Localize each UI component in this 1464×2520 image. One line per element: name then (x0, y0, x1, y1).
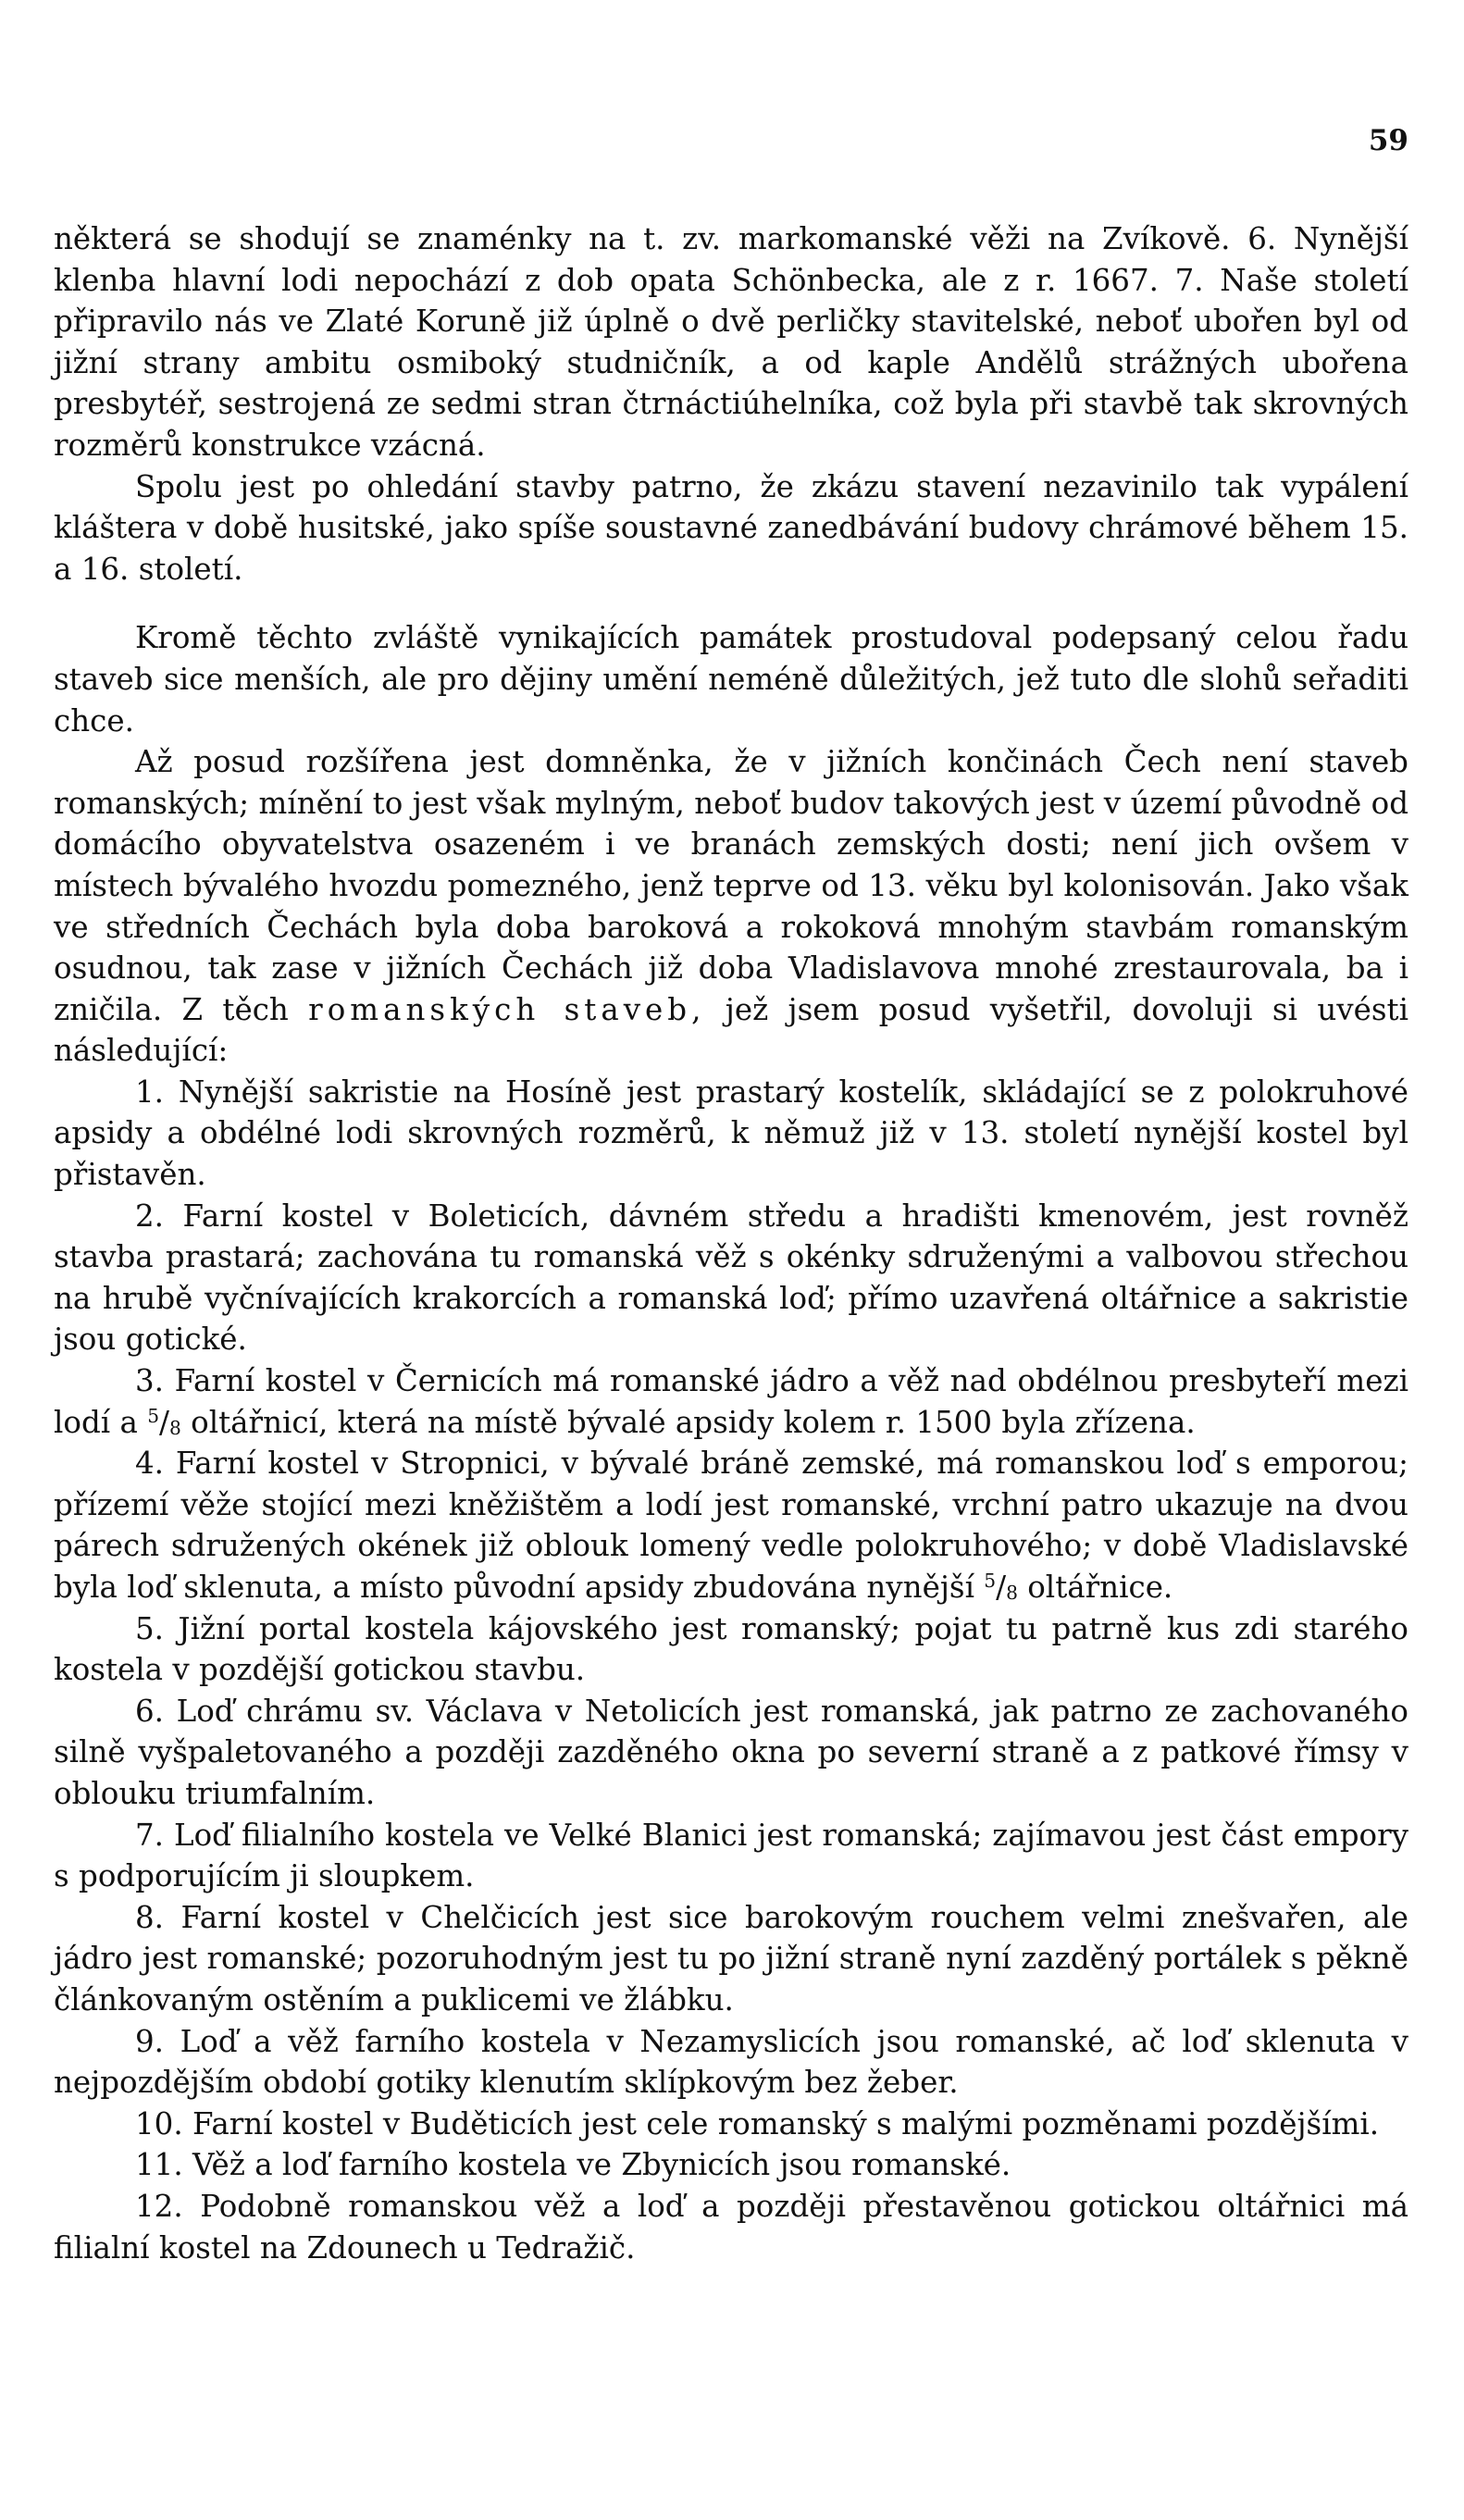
list-item-2: 2. Farní kostel v Boleticích, dávném středu a hradišti kmenovém, jest rovněž stavba prastará; zachována tu romanská věž s okénky sdruženými a valbovou střechou na hrubě vyčnívajících krakorcích a romanská loď; přímo uzavřená oltářnice a sakristie jsou gotické. (54, 1198, 1408, 1358)
list-item-11: 11. Věž a loď farního kostela ve Zbynicích jsou romanské. (135, 2147, 1011, 2183)
emphasized-phrase: romanských staveb, (308, 991, 706, 1027)
paragraph-romanesque (54, 741, 1408, 1072)
list-item-6: 6. Loď chrámu sv. Václava v Netolicích jest romanská, jak patrno ze zachovaného silně vyšpaletovaného a později zazděného okna po severní straně a z patkové římsy v oblouku triumfalním. (54, 1693, 1408, 1811)
list-item-1: 1. Nynější sakristie na Hosíně jest prastarý kostelík, skládající se z polokruhové apsidy a obdélné lodi skrovných rozměrů, k němuž již v 13. století nynější kostel byl přistavěn. (54, 1074, 1408, 1193)
list-item-7: 7. Loď filialního kostela ve Velké Blanici jest romanská; zajímavou jest část empory s podporujícím ji sloupkem. (54, 1817, 1408, 1894)
fraction-five-eighths: $^5/_8$ (984, 1569, 1018, 1605)
list-item-10: 10. Farní kostel v Buděticích jest cele romanský s malými pozměnami pozdějšími. (135, 2105, 1380, 2141)
list-item-3-end: oltářnicí, která na místě bývalé apsidy kolem r. 1500 byla zřízena. (180, 1404, 1196, 1440)
list-item-5: 5. Jižní portal kostela kájovského jest romanský; pojat tu patrně kus zdi starého kostela v pozdější gotickou stavbu. (54, 1610, 1408, 1688)
page-body (54, 218, 1408, 2268)
list-item-9: 9. Loď a věž farního kostela v Nezamyslicích jsou romanské, ač loď sklenuta v nejpozdějším období gotiky klenutím sklípkovým bez žeber. (54, 2023, 1408, 2101)
paragraph-intro: některá se shodují se znaménky na t. zv. markomanské věži na Zvíkově. 6. Nynější klenba hlavní lodi nepochází z dob opata Schönbecka, ale z r. 1667. 7. Naše století připravilo nás ve Zlaté Koruně již úplně o dvě perličky stavitelské, neboť ubořen byl od jižní strany ambitu osmiboký studničník, a od kaple Andělů strážných ubořena presbytéř, sestrojená ze sedmi stran čtrnáctiúhelníka, což byla při stavbě tak skrovných rozměrů konstrukce vzácná. (54, 221, 1408, 463)
fraction-denominator: 8 (1006, 1582, 1018, 1604)
fraction-five-eighths: $^5/_8$ (147, 1404, 181, 1440)
list-item-3-text: 3. Farní kostel v Černicích má romanské jádro a věž nad obdélnou presbyteří mezi lodí a (54, 1363, 1408, 1440)
list-item-4-end: oltářnice. (1017, 1570, 1173, 1605)
fraction-numerator: 5 (147, 1404, 160, 1427)
list-item-4-text: 4. Farní kostel v Stropnici, v bývalé bráně zemské, má romanskou loď s emporou; přízemí věže stojící mezi kněžištěm a lodí jest romanské, vrchní patro ukazuje na dvou párech sdružených okének již oblouk lomený vedle polokruhového; v době Vladislavské byla loď sklenuta, a místo původní apsidy zbudována nynější (54, 1446, 1408, 1605)
fraction-denominator: 8 (168, 1416, 181, 1439)
paragraph-conclusion: Spolu jest po ohledání stavby patrno, že zkázu stavení nezavinilo tak vypálení kláštera v době husitské, jako spíše soustavné zanedbávání budovy chrámové během 15. a 16. století. (54, 468, 1408, 587)
paragraph-romanesque-text: Až posud rozšířena jest domněnka, že v jižních končinách Čech není staveb romanských; mínění to jest však mylným, neboť budov takových jest v území původně od domácího obyvatelstva osazeném i ve branách zemských dosti; není jich ovšem v místech bývalého hvozdu pomezného, jenž teprve od 13. věku byl kolonisován. Jako však ve středních Čechách byla doba baroková a rokoková mnohým stavbám romanským osudnou, tak zase v jižních Čechách již doba Vladislavova mnohé zrestaurovala, ba i zničila. Z těch (54, 744, 1408, 1027)
list-item-4 (54, 1443, 1408, 1608)
list-item-8: 8. Farní kostel v Chelčicích jest sice barokovým rouchem velmi znešvařen, ale jádro jest romanské; pozoruhodným jest tu po jižní straně nyní zazděný portálek s pěkně článkovaným ostěním a puklicemi ve žlábku. (54, 1899, 1408, 2017)
list-item-12: 12. Podobně romanskou věž a loď a později přestavěnou gotickou oltářnici má filialní kostel na Zdounech u Tedražič. (54, 2188, 1408, 2266)
page-number: 59 (1368, 124, 1408, 157)
fraction-numerator: 5 (984, 1569, 997, 1592)
list-item-3 (54, 1360, 1408, 1443)
paragraph-survey: Kromě těchto zvláště vynikajících památek prostudoval podepsaný celou řadu staveb sice menších, ale pro dějiny umění neméně důležitých, jež tuto dle slohů seřaditi chce. (54, 620, 1408, 739)
paragraph-romanesque-end: jež jsem posud vyšetřil, dovoluji si uvésti následující: (54, 991, 1408, 1069)
book-page (54, 0, 1408, 2520)
